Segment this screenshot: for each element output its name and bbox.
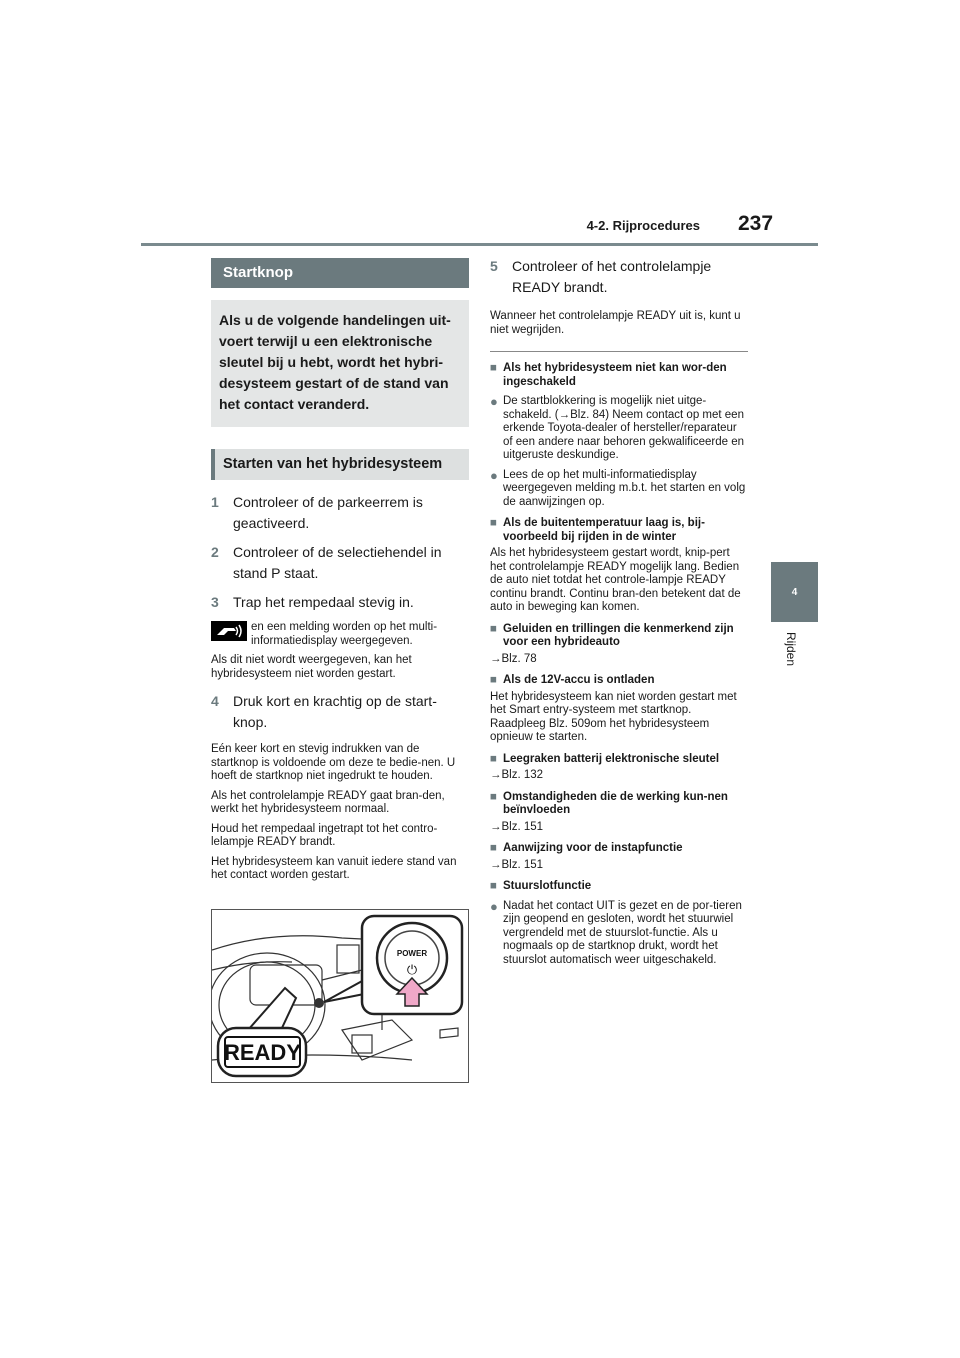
info-heading: [490, 674, 748, 688]
heading-text: Als de 12V-accu is ontladen: [503, 674, 655, 686]
info-text: →Blz. 78: [490, 652, 537, 665]
dashboard-drawing: [212, 910, 468, 1082]
note: Houd het rempedaal ingetrapt tot het contro-lelampje READY brandt.: [211, 822, 438, 848]
bullet-item: [490, 900, 748, 968]
step-4: [211, 691, 469, 733]
step-text: Controleer of het controlelampje READY brandt.: [512, 258, 712, 295]
icon-note-text: en een melding worden op het multi-informatiedisplay weergegeven.: [251, 621, 438, 647]
power-symbol-icon: ⏻: [406, 963, 418, 978]
bullet-text: Nadat het contact UIT is gezet en de por-tieren zijn geopend en gesloten, wordt het stuurwiel vergrendeld met de stuurslot-functie. Als u nogmaals op de startknop drukt, wordt het stuurslot automatisch weer uitgeschakeld.: [503, 899, 742, 966]
step-number: 5: [490, 258, 498, 274]
square-bullet-icon: ■: [490, 842, 497, 854]
step-2: [211, 542, 469, 584]
divider: [490, 351, 748, 352]
info-heading: [490, 623, 748, 650]
heading-text: Als de buitentemperatuur laag is, bij-voorbeeld bij rijden in de winter: [503, 517, 705, 543]
square-bullet-icon: ■: [490, 790, 497, 803]
heading-text: Stuurslotfunctie: [503, 880, 592, 892]
step-number: 3: [211, 594, 219, 610]
info-heading: [490, 753, 748, 767]
brake-pedal-indicator-icon: [211, 621, 247, 641]
square-bullet-icon: ■: [490, 752, 497, 765]
info-text: Het hybridesysteem kan niet worden gestart met het Smart entry-systeem met startknop. Raadpleeg Blz. 509om het hybridesysteem opnieuw te starten.: [490, 690, 737, 743]
step-number: 4: [211, 693, 219, 709]
bullet-item: [490, 469, 748, 510]
dashboard-illustration: [211, 909, 469, 1083]
round-bullet-icon: ●: [490, 898, 498, 914]
square-bullet-icon: ■: [490, 622, 497, 635]
ready-indicator-label: READY: [223, 1040, 302, 1065]
square-bullet-icon: ■: [490, 362, 497, 374]
note: Wanneer het controlelampje READY uit is, kunt u niet wegrijden.: [490, 310, 741, 336]
header-rule: [141, 243, 818, 246]
round-bullet-icon: ●: [490, 467, 498, 483]
note: Als het controlelampje READY gaat bran-den, werkt het hybridesysteem normaal.: [211, 789, 445, 815]
section-header: 4-2. Rijprocedures: [586, 218, 700, 233]
info-heading: [490, 880, 748, 894]
round-bullet-icon: ●: [490, 394, 498, 409]
page-number: 237: [738, 212, 774, 235]
heading-text: Als het hybridesysteem niet kan wor-den ingeschakeld: [503, 362, 727, 388]
power-button-label: POWER: [396, 949, 428, 958]
bullet-text: De startblokkering is mogelijk niet uitge-schakeld. (→Blz. 84) Neem contact op met een erkende Toyota-dealer of hersteller/reparateur of een andere naar behoren gekwalificeerde en uitgeruste deskundige.: [503, 395, 745, 461]
info-text: Als het hybridesysteem gestart wordt, knip-pert het controlelampje READY mogelijk lang. Bedien de auto niet totdat het controle-lampje READY continu brandt. Continu bran-den betekent dat de auto in beweging kan komen.: [490, 547, 741, 613]
heading-text: Geluiden en trillingen die kenmerkend zijn voor een hybrideauto: [503, 622, 734, 648]
info-heading: [490, 362, 748, 389]
square-bullet-icon: ■: [490, 517, 497, 529]
info-list: [490, 362, 748, 967]
step-number: 1: [211, 494, 219, 510]
step-text: Druk kort en krachtig op de start-knop.: [233, 693, 437, 730]
info-heading: [490, 791, 748, 818]
info-heading: [490, 842, 748, 856]
bullet-item: [490, 395, 748, 463]
icon-note: [211, 621, 469, 648]
step-number: 2: [211, 544, 219, 560]
section-title: Startknop: [211, 258, 469, 288]
step-1: [211, 492, 469, 534]
info-text: →Blz. 151: [490, 858, 544, 871]
step-3: [211, 592, 469, 613]
bullet-text: Lees de op het multi-informatiedisplay weergegeven melding m.b.t. het starten en volg de aanwijzingen op.: [503, 468, 746, 508]
step-5: [490, 256, 748, 298]
info-heading: [490, 517, 748, 544]
chapter-tab: [771, 562, 818, 622]
step-text: Controleer of de selectiehendel in stand P staat.: [233, 544, 442, 581]
chapter-label: Rijden: [784, 632, 798, 667]
step-text: Controleer of de parkeerrem is geactiveerd.: [233, 494, 423, 531]
step-text: Trap het rempedaal stevig in.: [233, 594, 414, 610]
right-column: [490, 256, 748, 967]
heading-text: Omstandigheden die de werking kun-nen beïnvloeden: [503, 790, 728, 816]
square-bullet-icon: ■: [490, 674, 497, 686]
square-bullet-icon: ■: [490, 880, 497, 892]
intro-box: Als u de volgende handelingen uit-voert terwijl u een elektronische sleutel bij u hebt, wordt het hybri-desysteem gestart of de stand van het contact veranderd.: [211, 300, 469, 427]
info-text: →Blz. 151: [490, 820, 544, 833]
heading-text: Aanwijzing voor de instapfunctie: [503, 842, 683, 854]
info-text: →Blz. 132: [490, 769, 544, 781]
note: Als dit niet wordt weergegeven, kan het hybridesysteem niet worden gestart.: [211, 654, 412, 680]
chapter-number: 4: [791, 586, 798, 598]
note: Eén keer kort en stevig indrukken van de startknop is voldoende om deze te bedie-nen. U hoeft de startknop niet ingedrukt te houden.: [211, 743, 456, 782]
note: Het hybridesysteem kan vanuit iedere stand van het contact worden gestart.: [211, 855, 457, 881]
sub-title: Starten van het hybridesysteem: [211, 449, 469, 480]
heading-text: Leegraken batterij elektronische sleutel: [503, 752, 720, 765]
left-column: [211, 258, 469, 883]
